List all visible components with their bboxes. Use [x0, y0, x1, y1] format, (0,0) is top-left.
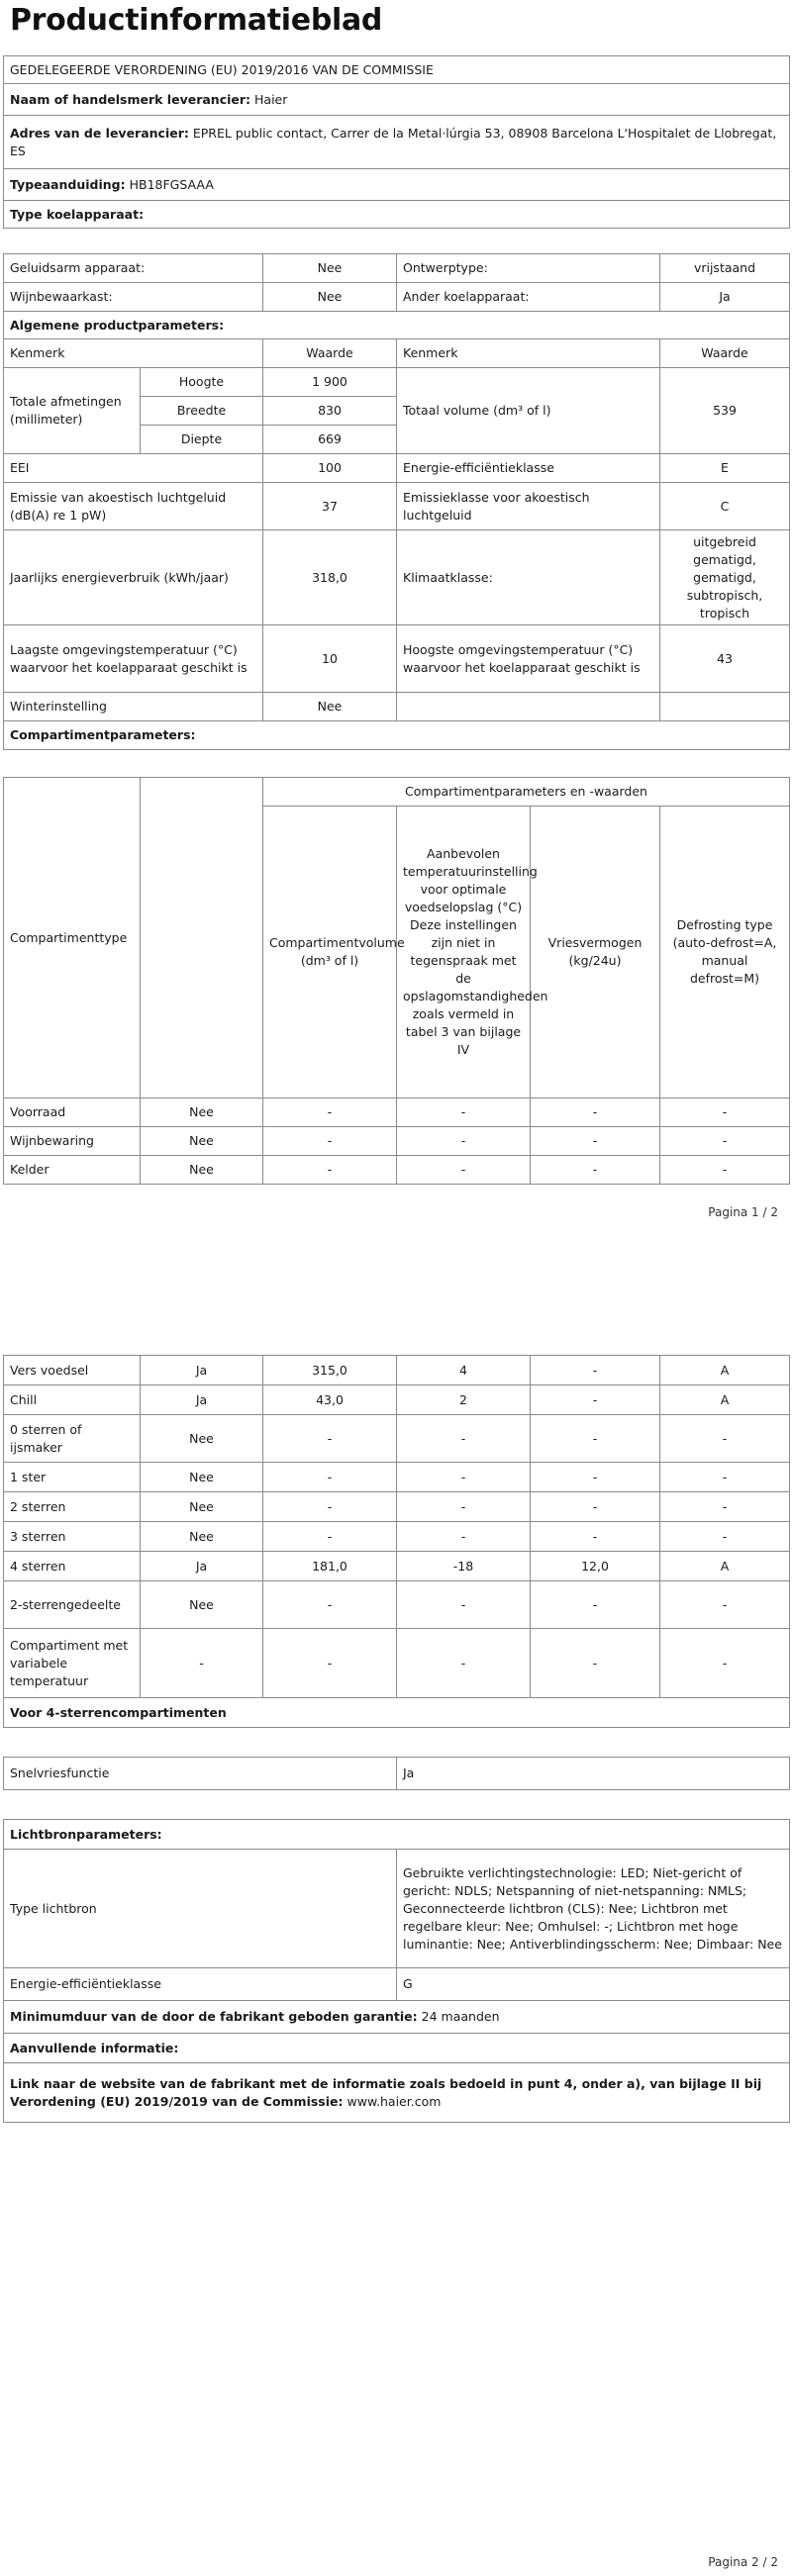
param-value: C	[660, 483, 790, 530]
table-row	[4, 254, 790, 283]
compartment-name: Kelder	[4, 1156, 141, 1185]
bottom-table	[3, 1697, 790, 2123]
compartment-volume: -	[263, 1629, 397, 1698]
light-type-label: Type lichtbron	[4, 1850, 397, 1968]
model-value: HB18FGSAAA	[129, 176, 214, 192]
light-type-value: Gebruikte verlichtingstechnologie: LED; Niet-gericht of gericht: NDLS; Netspanning of niet-netspanning: NMLS; Geconnecteerde lichtbron (CLS): Nee; Lichtbron met regelbare kleur: Nee; Omhulsel: -; Lichtbron met hoge luminantie: Nee; Antiverblindingsscherm: Nee; Dimbaar: Nee	[397, 1850, 790, 1968]
supplier-address-label: Adres van de leverancier:	[10, 125, 189, 141]
compartment-present: Nee	[141, 1463, 263, 1492]
compartment-present: Ja	[141, 1552, 263, 1581]
table-row	[4, 530, 790, 625]
model-label: Typeaanduiding:	[10, 176, 126, 192]
fast-freeze-value: Ja	[397, 1758, 790, 1790]
compartment-temp: -18	[397, 1552, 531, 1581]
compartment-name: 3 sterren	[4, 1522, 141, 1552]
compartment-present: Nee	[141, 1098, 263, 1127]
type-value: Ja	[660, 283, 790, 312]
compartment-freeze: 12,0	[531, 1552, 660, 1581]
dimension-value: 830	[263, 397, 397, 426]
general-section-heading: Algemene productparameters:	[4, 312, 790, 339]
supplier-address: EPREL public contact, Carrer de la Metal·lúrgia 53, 08908 Barcelona L'Hospitalet de Llobregat, ES	[10, 125, 777, 158]
column-header: Kenmerk	[397, 339, 660, 368]
compartment-volume: -	[263, 1127, 397, 1156]
link-row	[4, 2063, 790, 2123]
table-row	[4, 1522, 790, 1552]
compartment-temp: 2	[397, 1385, 531, 1415]
compartment-defrost: -	[660, 1156, 790, 1185]
compartment-defrost: A	[660, 1356, 790, 1385]
table-row	[4, 483, 790, 530]
dimension-name: Hoogte	[141, 368, 263, 397]
param-label: Laagste omgevingstemperatuur (°C) waarvoor het koelapparaat geschikt is	[4, 625, 263, 693]
param-value: uitgebreid gematigd, gematigd, subtropisch, tropisch	[660, 530, 790, 625]
table-row	[4, 1385, 790, 1415]
param-label: EEI	[4, 454, 263, 483]
compartment-name: Wijnbewaring	[4, 1127, 141, 1156]
param-value: 10	[263, 625, 397, 693]
supplier-name-label: Naam of handelsmerk leverancier:	[10, 91, 251, 107]
compartment-freeze: -	[531, 1492, 660, 1522]
table-row	[4, 1552, 790, 1581]
volume-value: 539	[660, 368, 790, 454]
compartment-defrost: -	[660, 1098, 790, 1127]
warranty-label: Minimumduur van de door de fabrikant geboden garantie:	[10, 2009, 418, 2024]
compartment-volume: -	[263, 1463, 397, 1492]
compartment-volume: -	[263, 1492, 397, 1522]
compartment-defrost: -	[660, 1492, 790, 1522]
type-value: Nee	[263, 283, 397, 312]
compartment-freeze: -	[531, 1385, 660, 1415]
compartment-name: 4 sterren	[4, 1552, 141, 1581]
param-value: 37	[263, 483, 397, 530]
compartment-section-heading: Compartimentparameters:	[4, 721, 790, 750]
compartment-volume: 181,0	[263, 1552, 397, 1581]
table-header-row	[4, 778, 790, 807]
dimension-name: Breedte	[141, 397, 263, 426]
compartment-temp: -	[397, 1492, 531, 1522]
compartment-table-page1	[3, 777, 790, 1185]
header-table	[3, 55, 790, 229]
param-label: Hoogste omgevingstemperatuur (°C) waarvoor het koelapparaat geschikt is	[397, 625, 660, 693]
compartment-name: Compartiment met variabele temperatuur	[4, 1629, 141, 1698]
table-row	[4, 1758, 790, 1790]
page-number: Pagina 1 / 2	[708, 1205, 778, 1219]
manufacturer-link[interactable]: www.haier.com	[346, 2093, 442, 2109]
compartment-present: Nee	[141, 1127, 263, 1156]
param-label: Winterinstelling	[4, 693, 263, 721]
compartment-present: Ja	[141, 1385, 263, 1415]
compartment-present: Nee	[141, 1522, 263, 1552]
dimensions-label: Totale afmetingen (millimeter)	[4, 368, 141, 454]
compartment-temp: 4	[397, 1356, 531, 1385]
compartment-freeze: -	[531, 1629, 660, 1698]
param-value: 43	[660, 625, 790, 693]
table-row	[4, 625, 790, 693]
link-label: Link naar de website van de fabrikant met de informatie zoals bedoeld in punt 4, onder a), van bijlage II bij Verordening (EU) 2019/2019 van de Commissie:	[10, 2075, 762, 2109]
dimension-name: Diepte	[141, 426, 263, 454]
compartment-defrost: A	[660, 1385, 790, 1415]
warranty-value: 24 maanden	[421, 2009, 500, 2024]
table-row	[4, 283, 790, 312]
compartment-present: Nee	[141, 1156, 263, 1185]
table-row	[4, 2001, 790, 2034]
table-row	[4, 693, 790, 721]
table-header-row	[4, 339, 790, 368]
table-row	[4, 1581, 790, 1629]
param-value: 318,0	[263, 530, 397, 625]
volume-label: Totaal volume (dm³ of l)	[397, 368, 660, 454]
type-table	[3, 253, 790, 339]
compartment-volume: -	[263, 1156, 397, 1185]
column-header: Defrosting type (auto-defrost=A, manual defrost=M)	[660, 807, 790, 1098]
type-label: Ander koelapparaat:	[397, 283, 660, 312]
compartment-temp: -	[397, 1581, 531, 1629]
column-header: Vriesvermogen (kg/24u)	[531, 807, 660, 1098]
compartment-name: Chill	[4, 1385, 141, 1415]
compartment-temp: -	[397, 1522, 531, 1552]
param-label	[397, 693, 660, 721]
table-row	[4, 1156, 790, 1185]
param-value: E	[660, 454, 790, 483]
compartment-defrost: -	[660, 1629, 790, 1698]
column-header: Kenmerk	[4, 339, 263, 368]
additional-info-heading: Aanvullende informatie:	[4, 2034, 790, 2063]
table-row	[4, 1127, 790, 1156]
warranty-row	[4, 2001, 790, 2034]
page-title: Productinformatieblad	[10, 3, 383, 38]
compartment-temp: -	[397, 1415, 531, 1463]
page-number: Pagina 2 / 2	[708, 2555, 778, 2569]
compartment-freeze: -	[531, 1581, 660, 1629]
column-header: Aanbevolen temperatuurinstelling voor optimale voedselopslag (°C) Deze instellingen zijn niet in tegenspraak met de opslagomstandigheden zoals vermeld in tabel 3 van bijlage IV	[397, 807, 531, 1098]
compartment-defrost: -	[660, 1127, 790, 1156]
supplier-name: Haier	[254, 91, 288, 107]
type-section-heading: Type koelapparaat:	[4, 201, 790, 229]
type-label: Ontwerptype:	[397, 254, 660, 283]
compartment-freeze: -	[531, 1127, 660, 1156]
light-section-heading: Lichtbronparameters:	[4, 1820, 790, 1850]
compartment-freeze: -	[531, 1098, 660, 1127]
table-row	[4, 1463, 790, 1492]
compartment-name: Vers voedsel	[4, 1356, 141, 1385]
compartment-name: 1 ster	[4, 1463, 141, 1492]
param-label: Emissie van akoestisch luchtgeluid (dB(A) re 1 pW)	[4, 483, 263, 530]
table-row	[4, 454, 790, 483]
compartment-defrost: A	[660, 1552, 790, 1581]
compartment-volume: -	[263, 1581, 397, 1629]
table-row	[4, 1356, 790, 1385]
compartment-volume: -	[263, 1098, 397, 1127]
compartment-volume: 315,0	[263, 1356, 397, 1385]
compartment-volume: -	[263, 1522, 397, 1552]
compartment-temp: -	[397, 1127, 531, 1156]
type-value: Nee	[263, 254, 397, 283]
table-row	[4, 1968, 790, 2001]
param-label: Jaarlijks energieverbruik (kWh/jaar)	[4, 530, 263, 625]
type-label: Wijnbewaarkast:	[4, 283, 263, 312]
compartment-table-page2	[3, 1355, 790, 1698]
compartment-defrost: -	[660, 1522, 790, 1552]
compartment-group-header: Compartimentparameters en -waarden	[263, 778, 790, 807]
light-class-value: G	[397, 1968, 790, 2001]
compartment-type-header: Compartimenttype	[4, 778, 141, 1098]
table-row	[4, 1629, 790, 1698]
compartment-temp: -	[397, 1098, 531, 1127]
compartment-defrost: -	[660, 1581, 790, 1629]
type-label: Geluidsarm apparaat:	[4, 254, 263, 283]
param-value: 100	[263, 454, 397, 483]
compartment-temp: -	[397, 1629, 531, 1698]
model-row	[4, 169, 790, 201]
dimension-value: 1 900	[263, 368, 397, 397]
fast-freeze-label: Snelvriesfunctie	[4, 1758, 397, 1790]
column-header: Compartimentvolume (dm³ of l)	[263, 807, 397, 1098]
compartment-freeze: -	[531, 1522, 660, 1552]
compartment-defrost: -	[660, 1415, 790, 1463]
table-row	[4, 1098, 790, 1127]
four-star-section-heading: Voor 4-sterrencompartimenten	[4, 1698, 790, 1728]
compartment-name: 0 sterren of ijsmaker	[4, 1415, 141, 1463]
compartment-temp: -	[397, 1463, 531, 1492]
compartment-freeze: -	[531, 1156, 660, 1185]
table-row	[4, 368, 790, 397]
compartment-temp: -	[397, 1156, 531, 1185]
compartment-volume: -	[263, 1415, 397, 1463]
general-table	[3, 338, 790, 750]
dimension-value: 669	[263, 426, 397, 454]
compartment-name: 2-sterrengedeelte	[4, 1581, 141, 1629]
type-value: vrijstaand	[660, 254, 790, 283]
compartment-present: Nee	[141, 1415, 263, 1463]
column-header: Waarde	[660, 339, 790, 368]
supplier-name-row	[4, 84, 790, 116]
light-class-label: Energie-efficiëntieklasse	[4, 1968, 397, 2001]
compartment-present: Ja	[141, 1356, 263, 1385]
table-row	[4, 2063, 790, 2123]
compartment-present: Nee	[141, 1581, 263, 1629]
supplier-address-row	[4, 116, 790, 169]
column-header: Waarde	[263, 339, 397, 368]
param-label: Energie-efficiëntieklasse	[397, 454, 660, 483]
table-row	[4, 1850, 790, 1968]
regulation-text: GEDELEGEERDE VERORDENING (EU) 2019/2016 VAN DE COMMISSIE	[4, 56, 790, 84]
compartment-freeze: -	[531, 1463, 660, 1492]
table-row	[4, 1492, 790, 1522]
compartment-name: 2 sterren	[4, 1492, 141, 1522]
compartment-present: Nee	[141, 1492, 263, 1522]
param-value: Nee	[263, 693, 397, 721]
param-value	[660, 693, 790, 721]
compartment-freeze: -	[531, 1415, 660, 1463]
param-label: Klimaatklasse:	[397, 530, 660, 625]
compartment-defrost: -	[660, 1463, 790, 1492]
table-row	[4, 1415, 790, 1463]
empty-header	[141, 778, 263, 1098]
compartment-volume: 43,0	[263, 1385, 397, 1415]
compartment-present: -	[141, 1629, 263, 1698]
compartment-name: Voorraad	[4, 1098, 141, 1127]
compartment-freeze: -	[531, 1356, 660, 1385]
param-label: Emissieklasse voor akoestisch luchtgeluid	[397, 483, 660, 530]
